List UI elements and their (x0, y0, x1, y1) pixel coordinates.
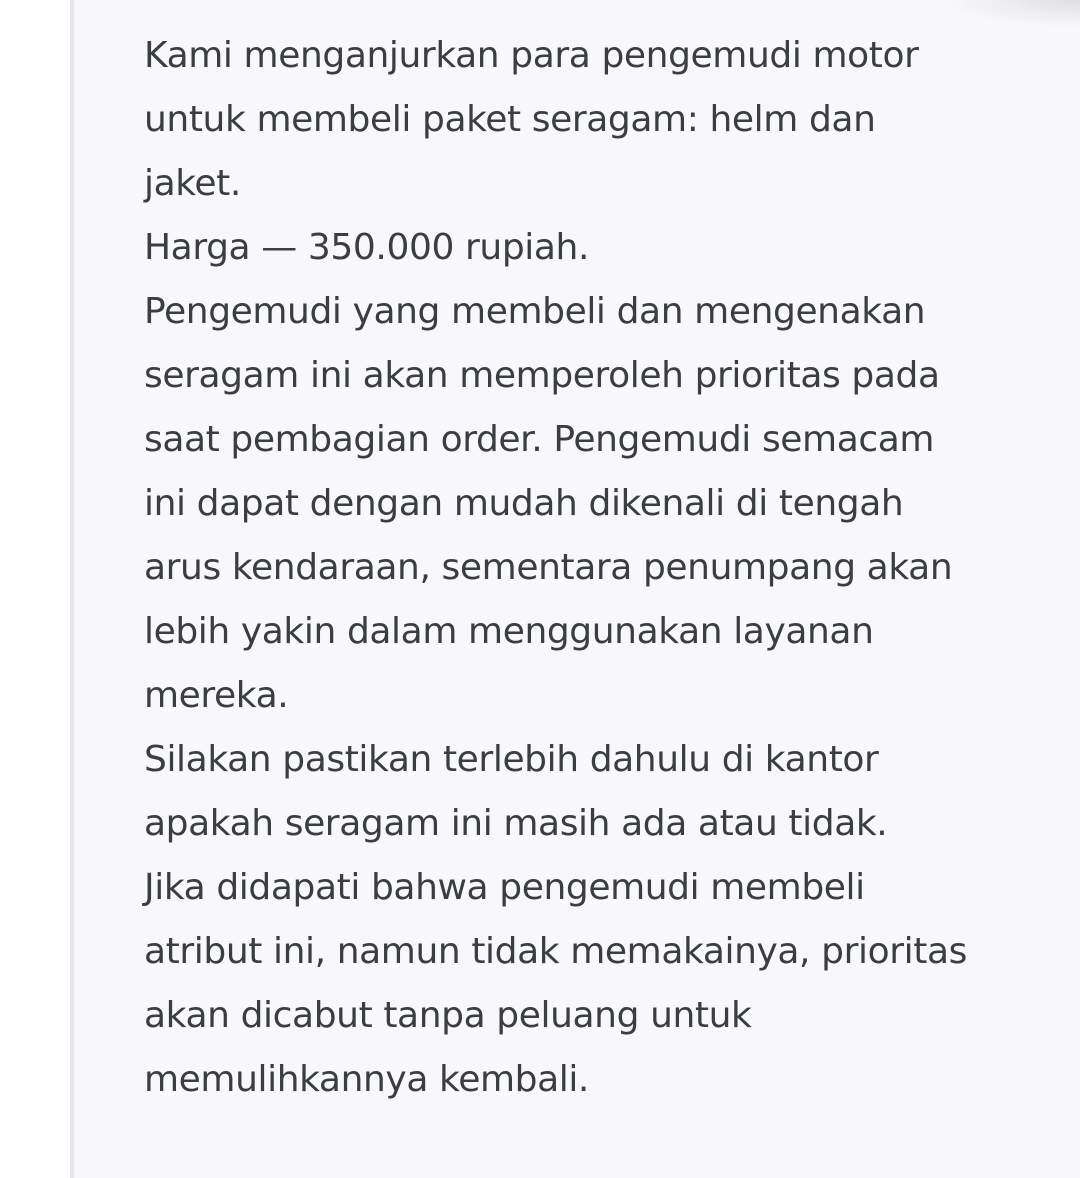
message-line: untuk membeli paket seragam: helm dan (144, 99, 876, 140)
message-line: Pengemudi yang membeli dan mengenakan (144, 291, 926, 332)
message-line: apakah seragam ini masih ada atau tidak. (144, 803, 888, 844)
message-body (144, 24, 1044, 1112)
message-line: ini dapat dengan mudah dikenali di tengah (144, 483, 904, 524)
message-line: lebih yakin dalam menggunakan layanan (144, 611, 874, 652)
message-line: Kami menganjurkan para pengemudi motor (144, 35, 919, 76)
message-line: mereka. (144, 675, 289, 716)
message-line: Jika didapati bahwa pengemudi membeli (144, 867, 865, 908)
message-line: seragam ini akan memperoleh prioritas pada (144, 355, 940, 396)
message-line: saat pembagian order. Pengemudi semacam (144, 419, 935, 460)
panel-left-border (70, 0, 74, 1178)
message-line: akan dicabut tanpa peluang untuk (144, 995, 752, 1036)
message-line: atribut ini, namun tidak memakainya, prioritas (144, 931, 967, 972)
message-line: Silakan pastikan terlebih dahulu di kantor (144, 739, 879, 780)
message-line: arus kendaraan, sementara penumpang akan (144, 547, 953, 588)
message-line: jaket. (144, 163, 241, 204)
message-line: memulihkannya kembali. (144, 1059, 589, 1100)
message-line: Harga — 350.000 rupiah. (144, 227, 590, 268)
